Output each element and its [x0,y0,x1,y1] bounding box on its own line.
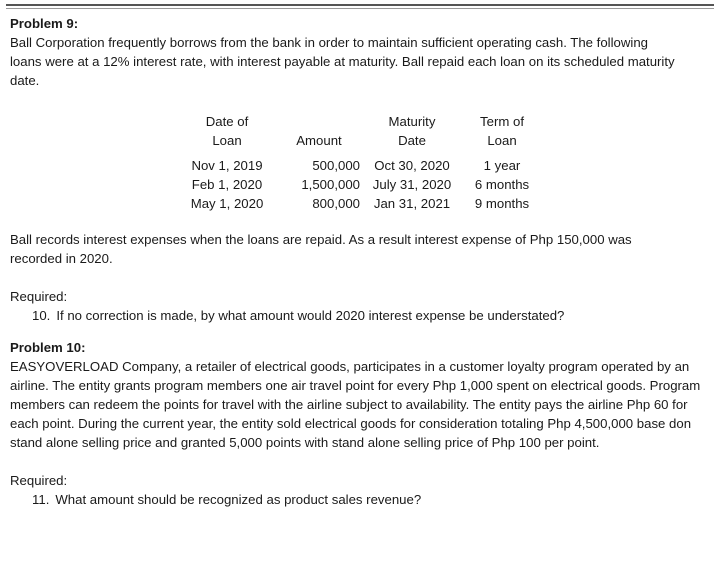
header-amount-line2: Amount [296,133,342,148]
cell-amount: 800,000 [312,196,360,211]
header-amount-line1 [278,112,360,131]
problem9-question [10,306,710,325]
problem9-note: Ball records interest expenses when the loans are repaid. As a result interest expense of Php 150,000 was recorded in 2020. [10,232,632,266]
problem10-title: Problem 10: [10,340,86,355]
cell-term: 6 months [474,177,530,192]
table-row [176,175,540,194]
question-text: If no correction is made, by what amount would 2020 interest expense be understated? [56,308,565,323]
header-term-line2: Loan [487,133,517,148]
cell-maturity: July 31, 2020 [372,177,452,192]
top-rule-thin [6,8,714,9]
cell-date: Nov 1, 2019 [191,158,263,173]
cell-maturity: Oct 30, 2020 [374,158,450,173]
problem10-body: EASYOVERLOAD Company, a retailer of electrical goods, participates in a customer loyalty program operated by an airline. The entity grants program members one air travel point for every Php 1,000 spent on electrical goods. Program members can redeem the points for travel with the airline subject to availability. The entity pays the airline Php 60 for each point. During the current year, the entity sold electrical goods for consideration totaling Php 4,500,000 base don stand alone selling price and granted 5,000 points with stand alone selling price of Php 100 per point. [10,359,701,450]
cell-maturity: Jan 31, 2021 [373,196,451,211]
problem10-question [10,490,710,509]
header-maturity-line2: Date [398,133,426,148]
header-date-line2: Loan [212,133,242,148]
problem10-section [10,338,710,509]
cell-amount: 500,000 [312,158,360,173]
header-date-line1: Date of [205,114,249,129]
document-body [10,14,710,90]
problem9-required-label: Required: [10,289,68,304]
loan-table [176,112,540,213]
table-row [176,194,540,213]
cell-term: 9 months [474,196,530,211]
table-header-line1 [176,112,540,131]
header-term-line1: Term of [480,114,524,129]
cell-date: Feb 1, 2020 [191,177,263,192]
table-row [176,156,540,175]
problem9-title: Problem 9: [10,16,79,31]
question-number: 10. [32,308,51,323]
cell-date: May 1, 2020 [190,196,264,211]
top-rule-thick [6,4,714,6]
cell-amount: 1,500,000 [301,177,360,192]
question-text: What amount should be recognized as product sales revenue? [55,492,422,507]
table-header-line2 [176,131,540,156]
problem9-followup [10,230,710,325]
problem9-intro: Ball Corporation frequently borrows from the bank in order to maintain sufficient operating cash. The following loans were at a 12% interest rate, with interest payable at maturity. Ball repaid each loan on its scheduled maturity date. [10,35,675,88]
question-number: 11. [32,492,50,507]
problem10-required-label: Required: [10,473,68,488]
header-maturity-line1: Maturity [388,114,436,129]
cell-term: 1 year [483,158,521,173]
